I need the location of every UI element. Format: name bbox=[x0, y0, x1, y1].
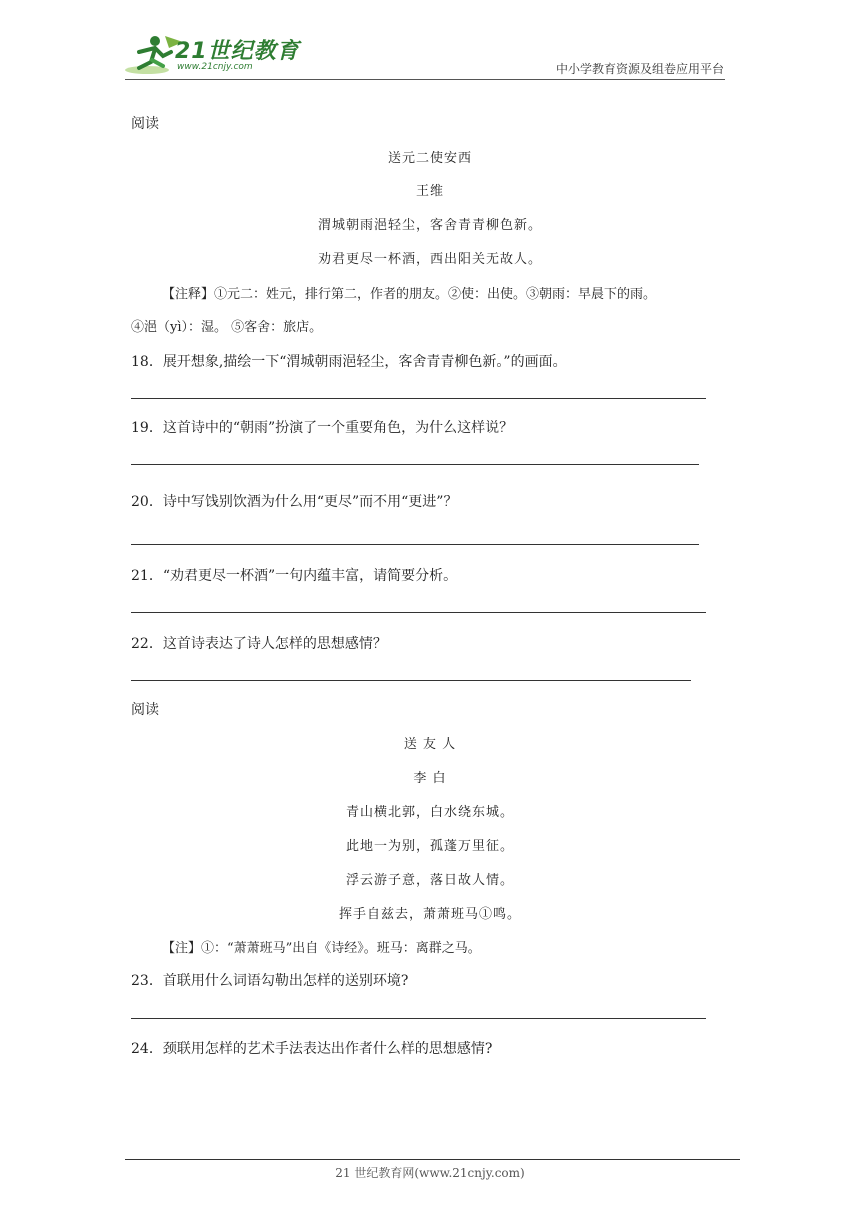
annotation: 【注】①：“萧萧班马”出自《诗经》。班马：离群之马。 bbox=[162, 941, 481, 956]
answer-line[interactable] bbox=[131, 544, 699, 545]
poem-title: 送 友 人 bbox=[403, 737, 457, 752]
poem-line: 青山横北郭，白水绕东城。 bbox=[345, 805, 514, 820]
question: 18．展开想象,描绘一下“渭城朝雨浥轻尘，客舍青青柳色新。”的画面。 bbox=[131, 354, 567, 370]
poem-line: 渭城朝雨浥轻尘，客舍青青柳色新。 bbox=[317, 218, 542, 233]
annotation: ④浥（yì）：湿。 ⑤客舍：旅店。 bbox=[131, 320, 323, 335]
footer-divider bbox=[125, 1159, 740, 1160]
platform-name: 中小学教育资源及组卷应用平台 bbox=[555, 62, 724, 76]
question: 20．诗中写饯别饮酒为什么用“更尽”而不用“更进”？ bbox=[131, 494, 458, 510]
poem-line: 浮云游子意，落日故人情。 bbox=[345, 873, 514, 888]
answer-line[interactable] bbox=[131, 1018, 706, 1019]
poem-line: 挥手自兹去，萧萧班马①鸣。 bbox=[338, 907, 521, 922]
question: 19．这首诗中的“朝雨”扮演了一个重要角色，为什么这样说？ bbox=[131, 420, 514, 436]
logo-url: www.21cnjy.com bbox=[177, 62, 253, 72]
poem-author: 王维 bbox=[415, 184, 444, 199]
annotation: 【注释】①元二：姓元，排行第二，作者的朋友。②使：出使。③朝雨：早晨下的雨。 bbox=[162, 287, 657, 302]
site-logo bbox=[125, 32, 300, 80]
poem-line: 此地一为别，孤蓬万里征。 bbox=[345, 839, 514, 854]
question: 21．“劝君更尽一杯酒”一句内蕴丰富，请简要分析。 bbox=[131, 568, 458, 584]
answer-line[interactable] bbox=[131, 464, 699, 465]
reading-label: 阅读 bbox=[131, 116, 159, 132]
question: 24．颈联用怎样的艺术手法表达出作者什么样的思想感情? bbox=[131, 1041, 493, 1057]
answer-line[interactable] bbox=[131, 612, 706, 613]
poem-title: 送元二使安西 bbox=[387, 151, 472, 166]
poem-author: 李 白 bbox=[413, 771, 447, 786]
question: 23．首联用什么词语勾勒出怎样的送别环境? bbox=[131, 973, 409, 989]
reading-label: 阅读 bbox=[131, 702, 159, 718]
poem-line: 劝君更尽一杯酒，西出阳关无故人。 bbox=[317, 252, 542, 267]
question: 22．这首诗表达了诗人怎样的思想感情？ bbox=[131, 636, 387, 652]
answer-line[interactable] bbox=[131, 680, 691, 681]
logo-text: 21世纪教育 bbox=[175, 39, 300, 64]
header-divider bbox=[125, 79, 725, 80]
answer-line[interactable] bbox=[131, 398, 706, 399]
footer-text: 21 世纪教育网(www.21cnjy.com) bbox=[335, 1166, 525, 1180]
